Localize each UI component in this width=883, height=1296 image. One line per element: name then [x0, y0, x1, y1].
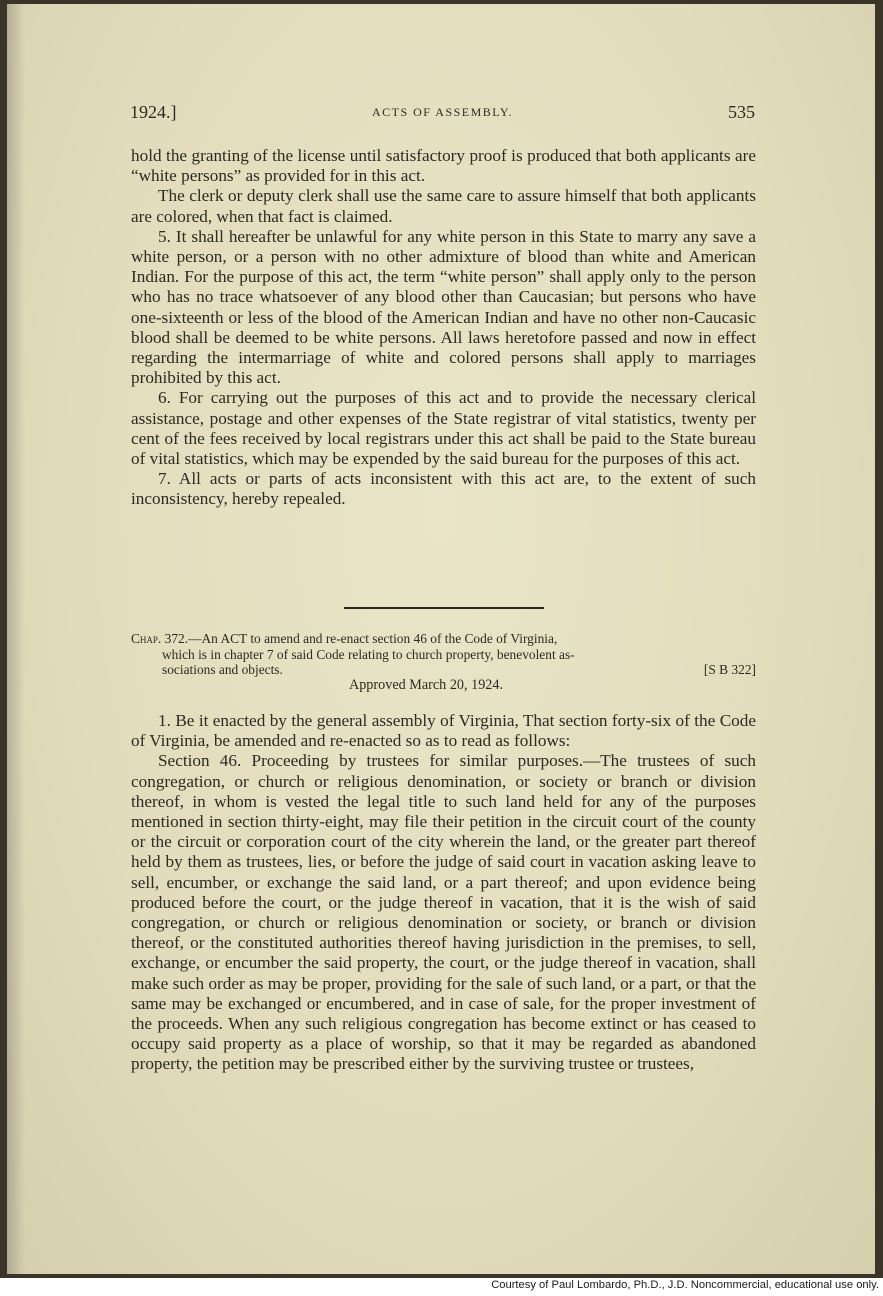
chapter-heading [131, 631, 756, 693]
chapter-title-text-3: sociations and objects. [162, 662, 283, 677]
chapter-title-line-1 [131, 631, 756, 647]
chapter-title-line-2: which is in chapter 7 of said Code relating to church property, benevolent as- [162, 646, 575, 662]
chapter-label: Chap. 372. [131, 631, 189, 646]
book-page [7, 4, 875, 1274]
section-1-paragraph: 1. Be it enacted by the general assembly of Virginia, That section forty-six of the Code of Virginia, be amended and re-enacted so as to read as follows: [131, 711, 756, 751]
gutter-shadow [7, 4, 25, 1274]
section-6-paragraph: 6. For carrying out the purposes of this act and to provide the necessary clerical assistance, postage and other expenses of the State registrar of vital statistics, twenty per cent of the fees received by local registrars under this act shall be paid to the State bureau of vital statistics, which may be expended by the said bureau for the purposes of this act. [131, 388, 756, 469]
courtesy-credit: Courtesy of Paul Lombardo, Ph.D., J.D. Noncommercial, educational use only. [491, 1279, 879, 1291]
clerk-paragraph: The clerk or deputy clerk shall use the same care to assure himself that both applicants are colored, when that fact is claimed. [131, 186, 756, 226]
section-7-paragraph: 7. All acts or parts of acts inconsistent with this act are, to the extent of such inconsistency, hereby repealed. [131, 469, 756, 509]
approved-date: Approved March 20, 1924. [348, 676, 504, 693]
continuation-paragraph: hold the granting of the license until satisfactory proof is produced that both applicants are “white persons” as provided for in this act. [131, 146, 756, 186]
section-divider [344, 607, 544, 609]
page-number: 535 [728, 102, 755, 122]
section-5-paragraph: 5. It shall hereafter be unlawful for any white person in this State to marry any save a white person, or a person with no other admixture of blood than white and American Indian. For the purpose of this act, the term “white person” shall apply only to the person who has no trace whatsoever of any blood other than Caucasian; but persons who have one-sixteenth or less of the blood of the American Indian and have no other non-Caucasic blood shall be deemed to be white persons. All laws heretofore passed and now in effect regarding the intermarriage of white and colored persons shall apply to marriages prohibited by this act. [131, 226, 756, 388]
chapter-title-line-3 [131, 662, 756, 678]
running-head [130, 102, 755, 126]
running-head-title: ACTS OF ASSEMBLY. [371, 105, 514, 119]
running-head-year: 1924.] [130, 102, 177, 122]
bill-number: [S B 322] [703, 662, 756, 677]
chapter-title-text-1: —An ACT to amend and re-enact section 46 of the Code of Virginia, [188, 631, 558, 646]
top-section [131, 146, 756, 510]
bottom-section [131, 711, 756, 1075]
section-46-paragraph: Section 46. Proceeding by trustees for similar purposes.—The trustees of such congregation, or church or religious denomination, or society or branch or division thereof, in whom is vested the legal title to such land held for any of the purposes mentioned in section thirty-eight, may file their petition in the circuit court of the county or the circuit or corporation court of the city wherein the land, or the greater part thereof held by them as trustees, lies, or before the judge of said court in vacation asking leave to sell, encumber, or exchange the said land, or a part thereof; and upon evidence being produced before the court, or the judge thereof in vacation, that it is the wish of said congregation, or church or religious denomination or society, or branch or division thereof, or the constituted authorities thereof having jurisdiction in the premises, to sell, exchange, or encumber the said property, the court, or the judge thereof in vacation, shall make such order as may be proper, providing for the sale of such land, or a part, or that the same may be exchanged or encumbered, and in case of sale, for the proper investment of the proceeds. When any such religious congregation has become extinct or has ceased to occupy said property as a place of worship, so that it may be regarded as abandoned property, the petition may be prescribed either by the surviving trustee or trustees, [131, 751, 756, 1074]
